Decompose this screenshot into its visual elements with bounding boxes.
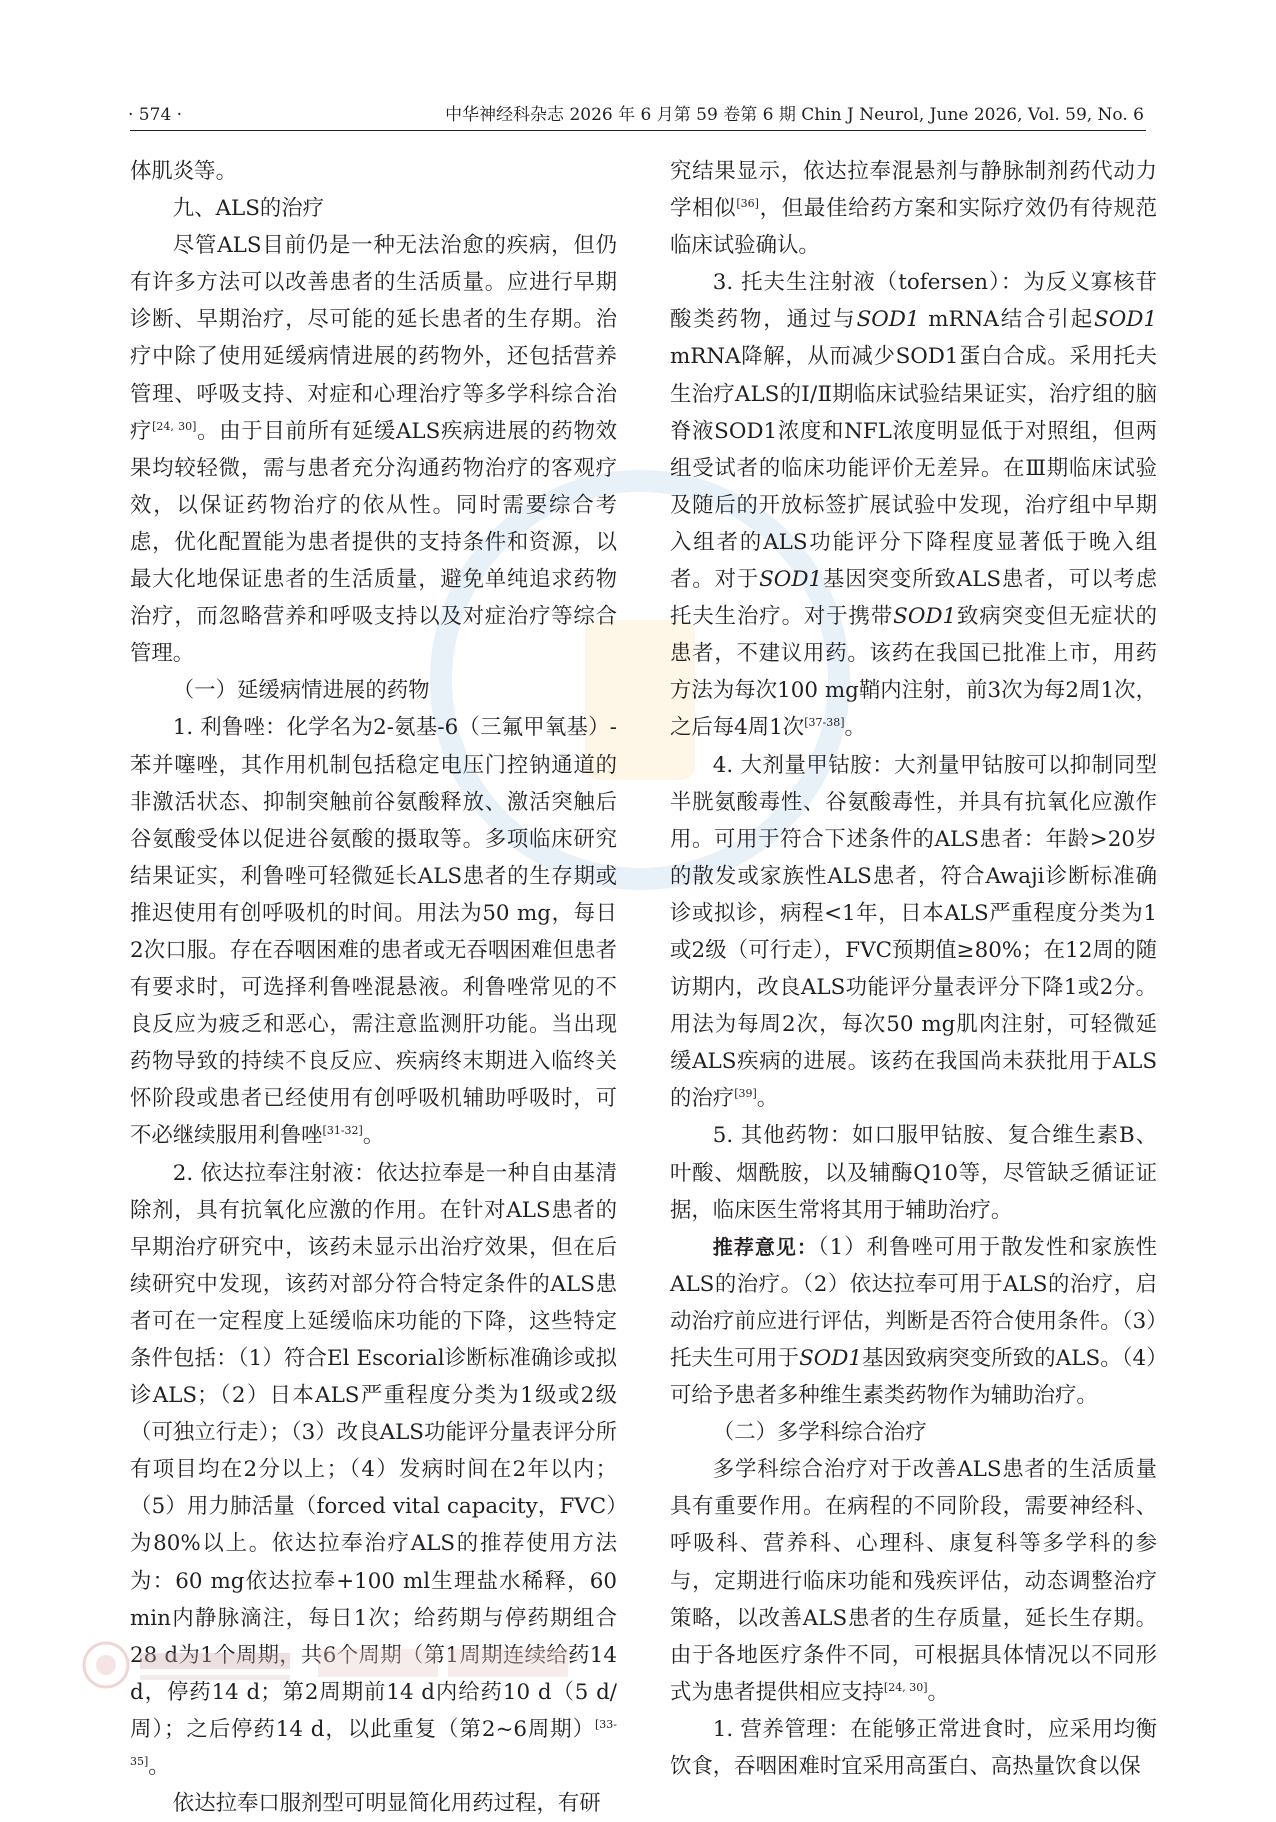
- gene-name: SOD1: [893, 604, 957, 630]
- header-rule: [130, 130, 1146, 131]
- section-heading: 九、ALS的治疗: [172, 196, 325, 222]
- gene-name: SOD1: [799, 1346, 863, 1371]
- gene-name: SOD1: [1094, 307, 1157, 333]
- journal-citation-line: 中华神经科杂志 2026 年 6 月第 59 卷第 6 期 Chin J Neurol, June 2026, Vol. 59, No. 6: [445, 105, 1144, 125]
- running-header: [0, 100, 1276, 130]
- citation[interactable]: [36]: [736, 196, 759, 210]
- gene-name: SOD1: [759, 567, 823, 593]
- paragraph: 4. 大剂量甲钴胺：大剂量甲钴胺可以抑制同型半胱氨酸毒性、谷氨酸毒性，并具有抗氧化应激作用。可用于符合下述条件的ALS患者：年龄>20岁的散发或家族性ALS患者，符合Awaji诊断标准确诊或拟诊，病程<1年，日本ALS严重程度分类为1或2级（可行走），FVC预期值≥80%；在12周的随访期内，改良ALS功能评分量表评分下降1或2分。用法为每周2次，每次50 mg肌肉注射，可轻微延缓ALS疾病的进展。该药在我国尚未获批用于ALS的治疗[39]。: [670, 752, 1157, 1112]
- right-column: [670, 153, 1157, 1785]
- paragraph: 1. 利鲁唑：化学名为2-氨基-6（三氟甲氧基）-苯并噻唑，其作用机制包括稳定电压门控钠通道的非激活状态、抑制突触前谷氨酸释放、激活突触后谷氨酸受体以促进谷氨酸的摄取等。多项临床研究结果证实，利鲁唑可轻微延长ALS患者的生存期或推迟使用有创呼吸机的时间。用法为50 mg，每日2次口服。存在吞咽困难的患者或无吞咽困难但患者有要求时，可选择利鲁唑混悬液。利鲁唑常见的不良反应为疲乏和恶心，需注意监测肝功能。当出现药物导致的持续不良反应、疾病终末期进入临终关怀阶段或患者已经使用有创呼吸机辅助呼吸时，可不必继续服用利鲁唑[31-32]。: [130, 715, 617, 1149]
- citation[interactable]: [24, 30]: [152, 419, 197, 433]
- gene-name: SOD1: [856, 307, 920, 333]
- recommendation-label: 推荐意见：: [712, 1234, 818, 1259]
- paragraph: 尽管ALS目前仍是一种无法治愈的疾病，但仍有许多方法可以改善患者的生活质量。应进行早期诊断、早期治疗，尽可能的延长患者的生存期。治疗中除了使用延缓病情进展的药物外，还包括营养管理、呼吸支持、对症和心理治疗等多学科综合治疗[24, 30]。由于目前所有延缓ALS疾病进展的药物效果均较轻微，需与患者充分沟通药物治疗的客观疗效，以保证药物治疗的依从性。同时需要综合考虑，优化配置能为患者提供的支持条件和资源，以最大化地保证患者的生活质量，避免单纯追求药物治疗，而忽略营养和呼吸支持以及对症治疗等综合管理。: [130, 233, 617, 667]
- paragraph: 体肌炎等。: [130, 159, 237, 184]
- left-column: [130, 153, 617, 1822]
- paragraph: 1. 营养管理：在能够正常进食时，应采用均衡饮食，吞咽困难时宜采用高蛋白、高热量饮食以保: [670, 1716, 1157, 1780]
- paragraph: 2. 依达拉奉注射液：依达拉奉是一种自由基清除剂，具有抗氧化应激的作用。在针对ALS患者的早期治疗研究中，该药未显示出治疗效果，但在后续研究中发现，该药对部分符合特定条件的ALS患者可在一定程度上延缓临床功能的下降，这些特定条件包括：（1）符合El Escorial诊断标准确诊或拟诊ALS；（2）日本ALS严重程度分类为1级或2级（可独立行走）；（3）改良ALS功能评分量表评分所有项目均在2分以上；（4）发病时间在2年以内；（5）用力肺活量（forced vital capacity，FVC）为80%以上。依达拉奉治疗ALS的推荐使用方法为：60 mg依达拉奉+100 ml生理盐水稀释，60 min内静脉滴注，每日1次；给药期与停药期组合28 d为1个周期，共6个周期（第1周期连续给药14 d，停药14 d；第2周期前14 d内给药10 d（5 d/周）；之后停药14 d，以此重复（第2~6周期）[33-35]。: [130, 1160, 617, 1780]
- subsection-heading: （二）多学科综合治疗: [712, 1420, 927, 1446]
- paragraph: 依达拉奉口服剂型可明显简化用药过程，有研: [172, 1791, 601, 1817]
- recommendation-paragraph: 推荐意见：（1）利鲁唑可用于散发性和家族性ALS的治疗。（2）依达拉奉可用于ALS的治疗，启动治疗前应进行评估，判断是否符合使用条件。（3）托夫生可用于SOD1基因致病突变所致的ALS。（4）可给予患者多种维生素类药物作为辅助治疗。: [670, 1234, 1157, 1409]
- citation[interactable]: [39]: [734, 1087, 757, 1101]
- citation[interactable]: [33-35]: [130, 1717, 617, 1768]
- paragraph: 5. 其他药物：如口服甲钴胺、复合维生素B、叶酸、烟酰胺，以及辅酶Q10等，尽管缺乏循证证据，临床医生常将其用于辅助治疗。: [670, 1123, 1157, 1223]
- paragraph: 3. 托夫生注射液（tofersen）：为反义寡核苷酸类药物，通过与SOD1 mRNA结合引起SOD1 mRNA降解，从而减少SOD1蛋白合成。采用托夫生治疗ALS的Ⅰ/Ⅱ期临床试验结果证实，治疗组的脑脊液SOD1浓度和NFL浓度明显低于对照组，但两组受试者的临床功能评价无差异。在Ⅲ期临床试验及随后的开放标签扩展试验中发现，治疗组中早期入组者的ALS功能评分下降程度显著低于晚入组者。对于SOD1基因突变所致ALS患者，可以考虑托夫生治疗。对于携带SOD1致病突变但无症状的患者，不建议用药。该药在我国已批准上市，用药方法为每次100 mg鞘内注射，前3次为每2周1次，之后每4周1次[37-38]。: [670, 270, 1157, 741]
- subsection-heading: （一）延缓病情进展的药物: [172, 678, 430, 704]
- paragraph: 究结果显示，依达拉奉混悬剂与静脉制剂药代动力学相似[36]，但最佳给药方案和实际疗效仍有待规范临床试验确认。: [670, 159, 1157, 259]
- citation[interactable]: [37-38]: [804, 716, 845, 730]
- citation[interactable]: [31-32]: [322, 1124, 363, 1138]
- paragraph: 多学科综合治疗对于改善ALS患者的生活质量具有重要作用。在病程的不同阶段，需要神经科、呼吸科、营养科、心理科、康复科等多学科的参与，定期进行临床功能和残疾评估，动态调整治疗策略，以改善ALS患者的生存质量，延长生存期。由于各地医疗条件不同，可根据具体情况以不同形式为患者提供相应支持[24, 30]。: [670, 1457, 1157, 1705]
- page-number: · 574 ·: [128, 105, 183, 125]
- citation[interactable]: [24, 30]: [883, 1680, 928, 1694]
